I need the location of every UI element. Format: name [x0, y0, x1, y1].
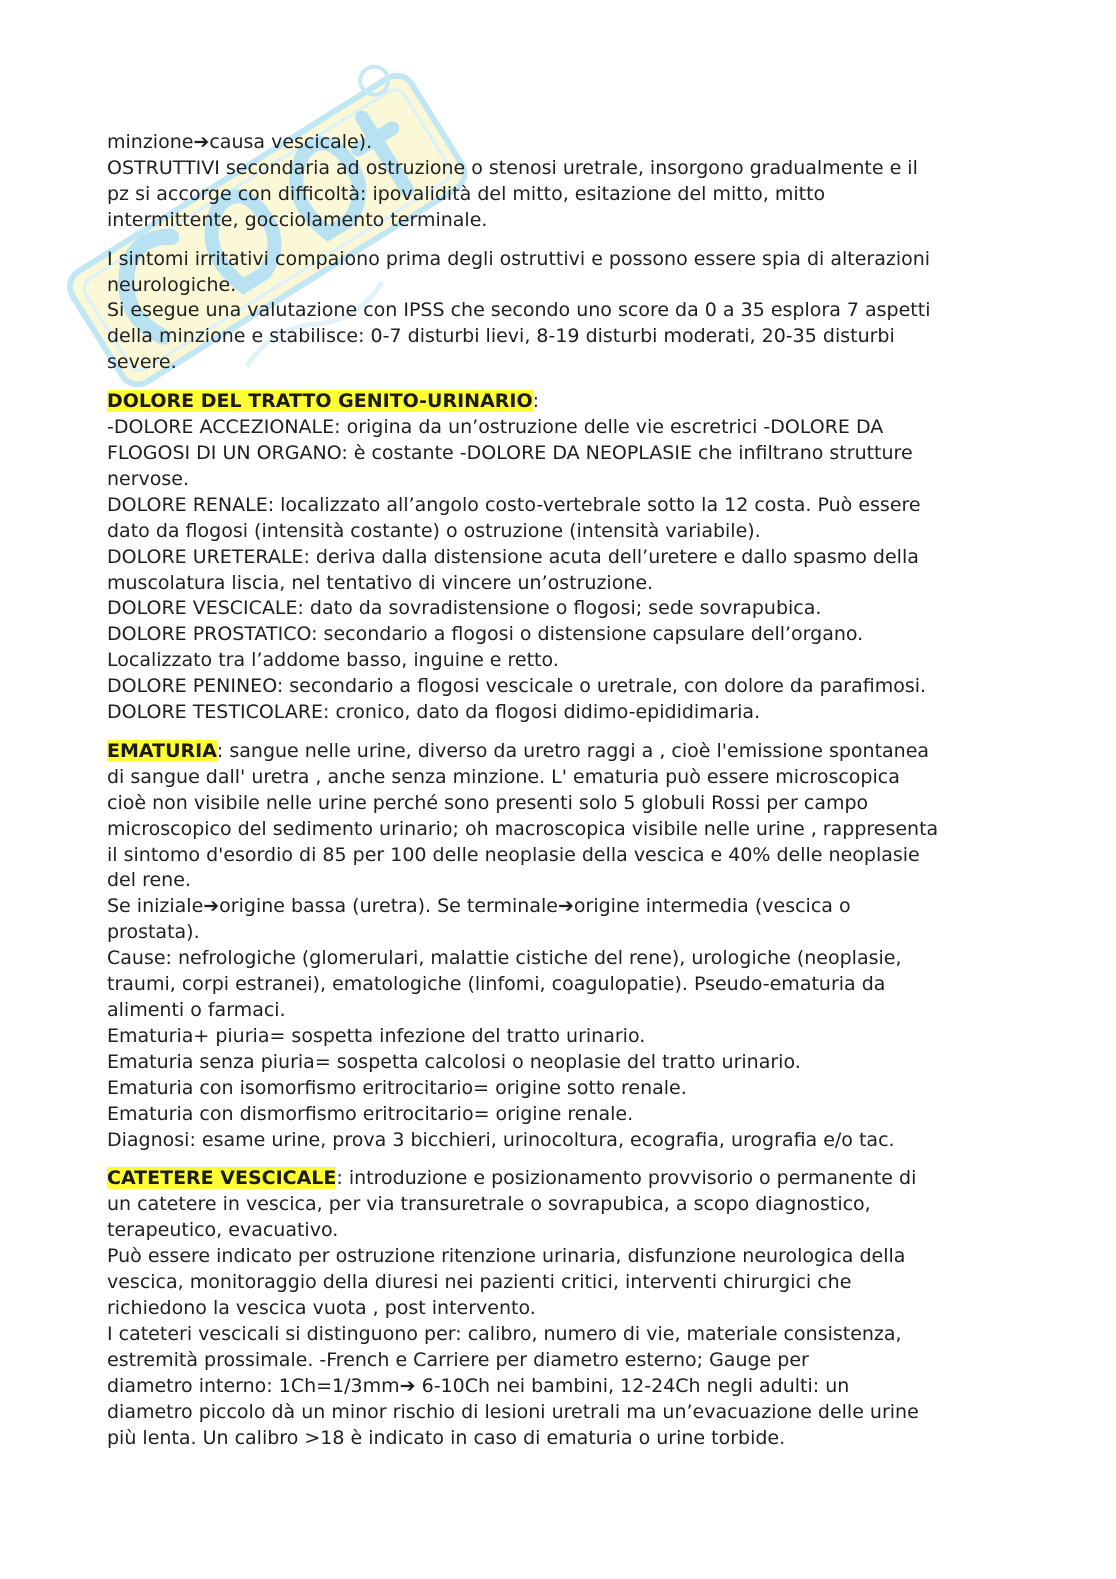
section-text-dolore: : -DOLORE ACCEZIONALE: origina da un’ostruzione delle vie escretrici -DOLORE DA FLOGOSI DI UN ORGANO: è costante -DOLORE DA NEOPLASIE che infiltrano strutture nervose. DOLORE RENALE: localizzato all’angolo costo-vertebrale sotto la 12 costa. Può essere dato da flogosi (intensità costante) o ostruzione (intensità variabile). DOLORE URETERALE: deriva dalla distensione acuta dell’uretere e dallo spasmo della muscolatura liscia, nel tentativo di vincere un’ostruzione. DOLORE VESCICALE: dato da sovradistensione o flogosi; sede sovrapubica. DOLORE PROSTATICO: secondario a flogosi o distensione capsulare dell’organo. Localizzato tra l’addome basso, inguine e retto. DOLORE PENINEO: secondario a flogosi vescicale o uretrale, con dolore da parafimosi. DOLORE TESTICOLARE: cronico, dato da flogosi didimo-epididimaria.: [107, 390, 927, 724]
section-heading-dolore: DOLORE DEL TRATTO GENITO-URINARIO: [107, 390, 533, 413]
paragraph-sintomi-irritativi-ipss: I sintomi irritativi compaiono prima degli ostruttivi e possono essere spia di alterazioni neurologiche. Si esegue una valutazione con IPSS che secondo uno score da 0 a 35 esplora 7 aspetti della minzione e stabilisce: 0-7 disturbi lievi, 8-19 disturbi moderati, 20-35 disturbi severe.: [107, 247, 931, 374]
document-body: [107, 130, 1027, 1464]
section-text-catetere: : introduzione e posizionamento provvisorio o permanente di un catetere in vescica, per via transuretrale o sovrapubica, a scopo diagnostico, terapeutico, evacuativo. Può essere indicato per ostruzione ritenzione urinaria, disfunzione neurologica della vescica, monitoraggio della diuresi nei pazienti critici, interventi chirurgici che richiedono la vescica vuota , post intervento. I cateteri vescicali si distinguono per: calibro, numero di vie, materiale consistenza, estremità prossimale. -French e Carriere per diametro esterno; Gauge per diametro interno: 1Ch=1/3mm➔ 6-10Ch nei bambini, 12-24Ch negli adulti: un diametro piccolo dà un minor rischio di lesioni uretrali ma un’evacuazione delle urine più lenta. Un calibro >18 è indicato in caso di ematuria o urine torbide.: [107, 1167, 919, 1449]
section-text-ematuria: : sangue nelle urine, diverso da uretro raggi a , cioè l'emissione spontanea di sangue dall' uretra , anche senza minzione. L' ematuria può essere microscopica cioè non visibile nelle urine perché sono presenti solo 5 globuli Rossi per campo microscopico del sedimento urinario; oh macroscopica visibile nelle urine , rappresenta il sintomo d'esordio di 85 per 100 delle neoplasie della vescica e 40% delle neoplasie del rene. Se iniziale➔origine bassa (uretra). Se terminale➔origine intermedia (vescica o prostata). Cause: nefrologiche (glomerulari, malattie cistiche del rene), urologiche (neoplasie, traumi, corpi estranei), ematologiche (linfomi, coagulopatie). Pseudo-ematuria da alimenti o farmaci. Ematuria+ piuria= sospetta infezione del tratto urinario. Ematuria senza piuria= sospetta calcolosi o neoplasie del tratto urinario. Ematuria con isomorfismo eritrocitario= origine sotto renale. Ematuria con dismorfismo eritrocitario= origine renale. Diagnosi: esame urine, prova 3 bicchieri, urinocoltura, ecografia, urografia e/o tac.: [107, 739, 939, 1151]
section-heading-ematuria: EMATURIA: [107, 739, 217, 762]
section-catetere-vescicale: [107, 1166, 1027, 1451]
section-ematuria: [107, 739, 1027, 1154]
section-dolore-tratto-genito-urinario: [107, 389, 1027, 726]
section-heading-catetere: CATETERE VESCICALE: [107, 1167, 337, 1190]
paragraph-sintomi-ostruttivi: minzione➔causa vescicale). OSTRUTTIVI secondaria ad ostruzione o stenosi uretrale, insorgono gradualmente e il pz si accorge con difficoltà: ipovalidità del mitto, esitazione del mitto, mitto intermittente, gocciolamento terminale.: [107, 131, 918, 231]
